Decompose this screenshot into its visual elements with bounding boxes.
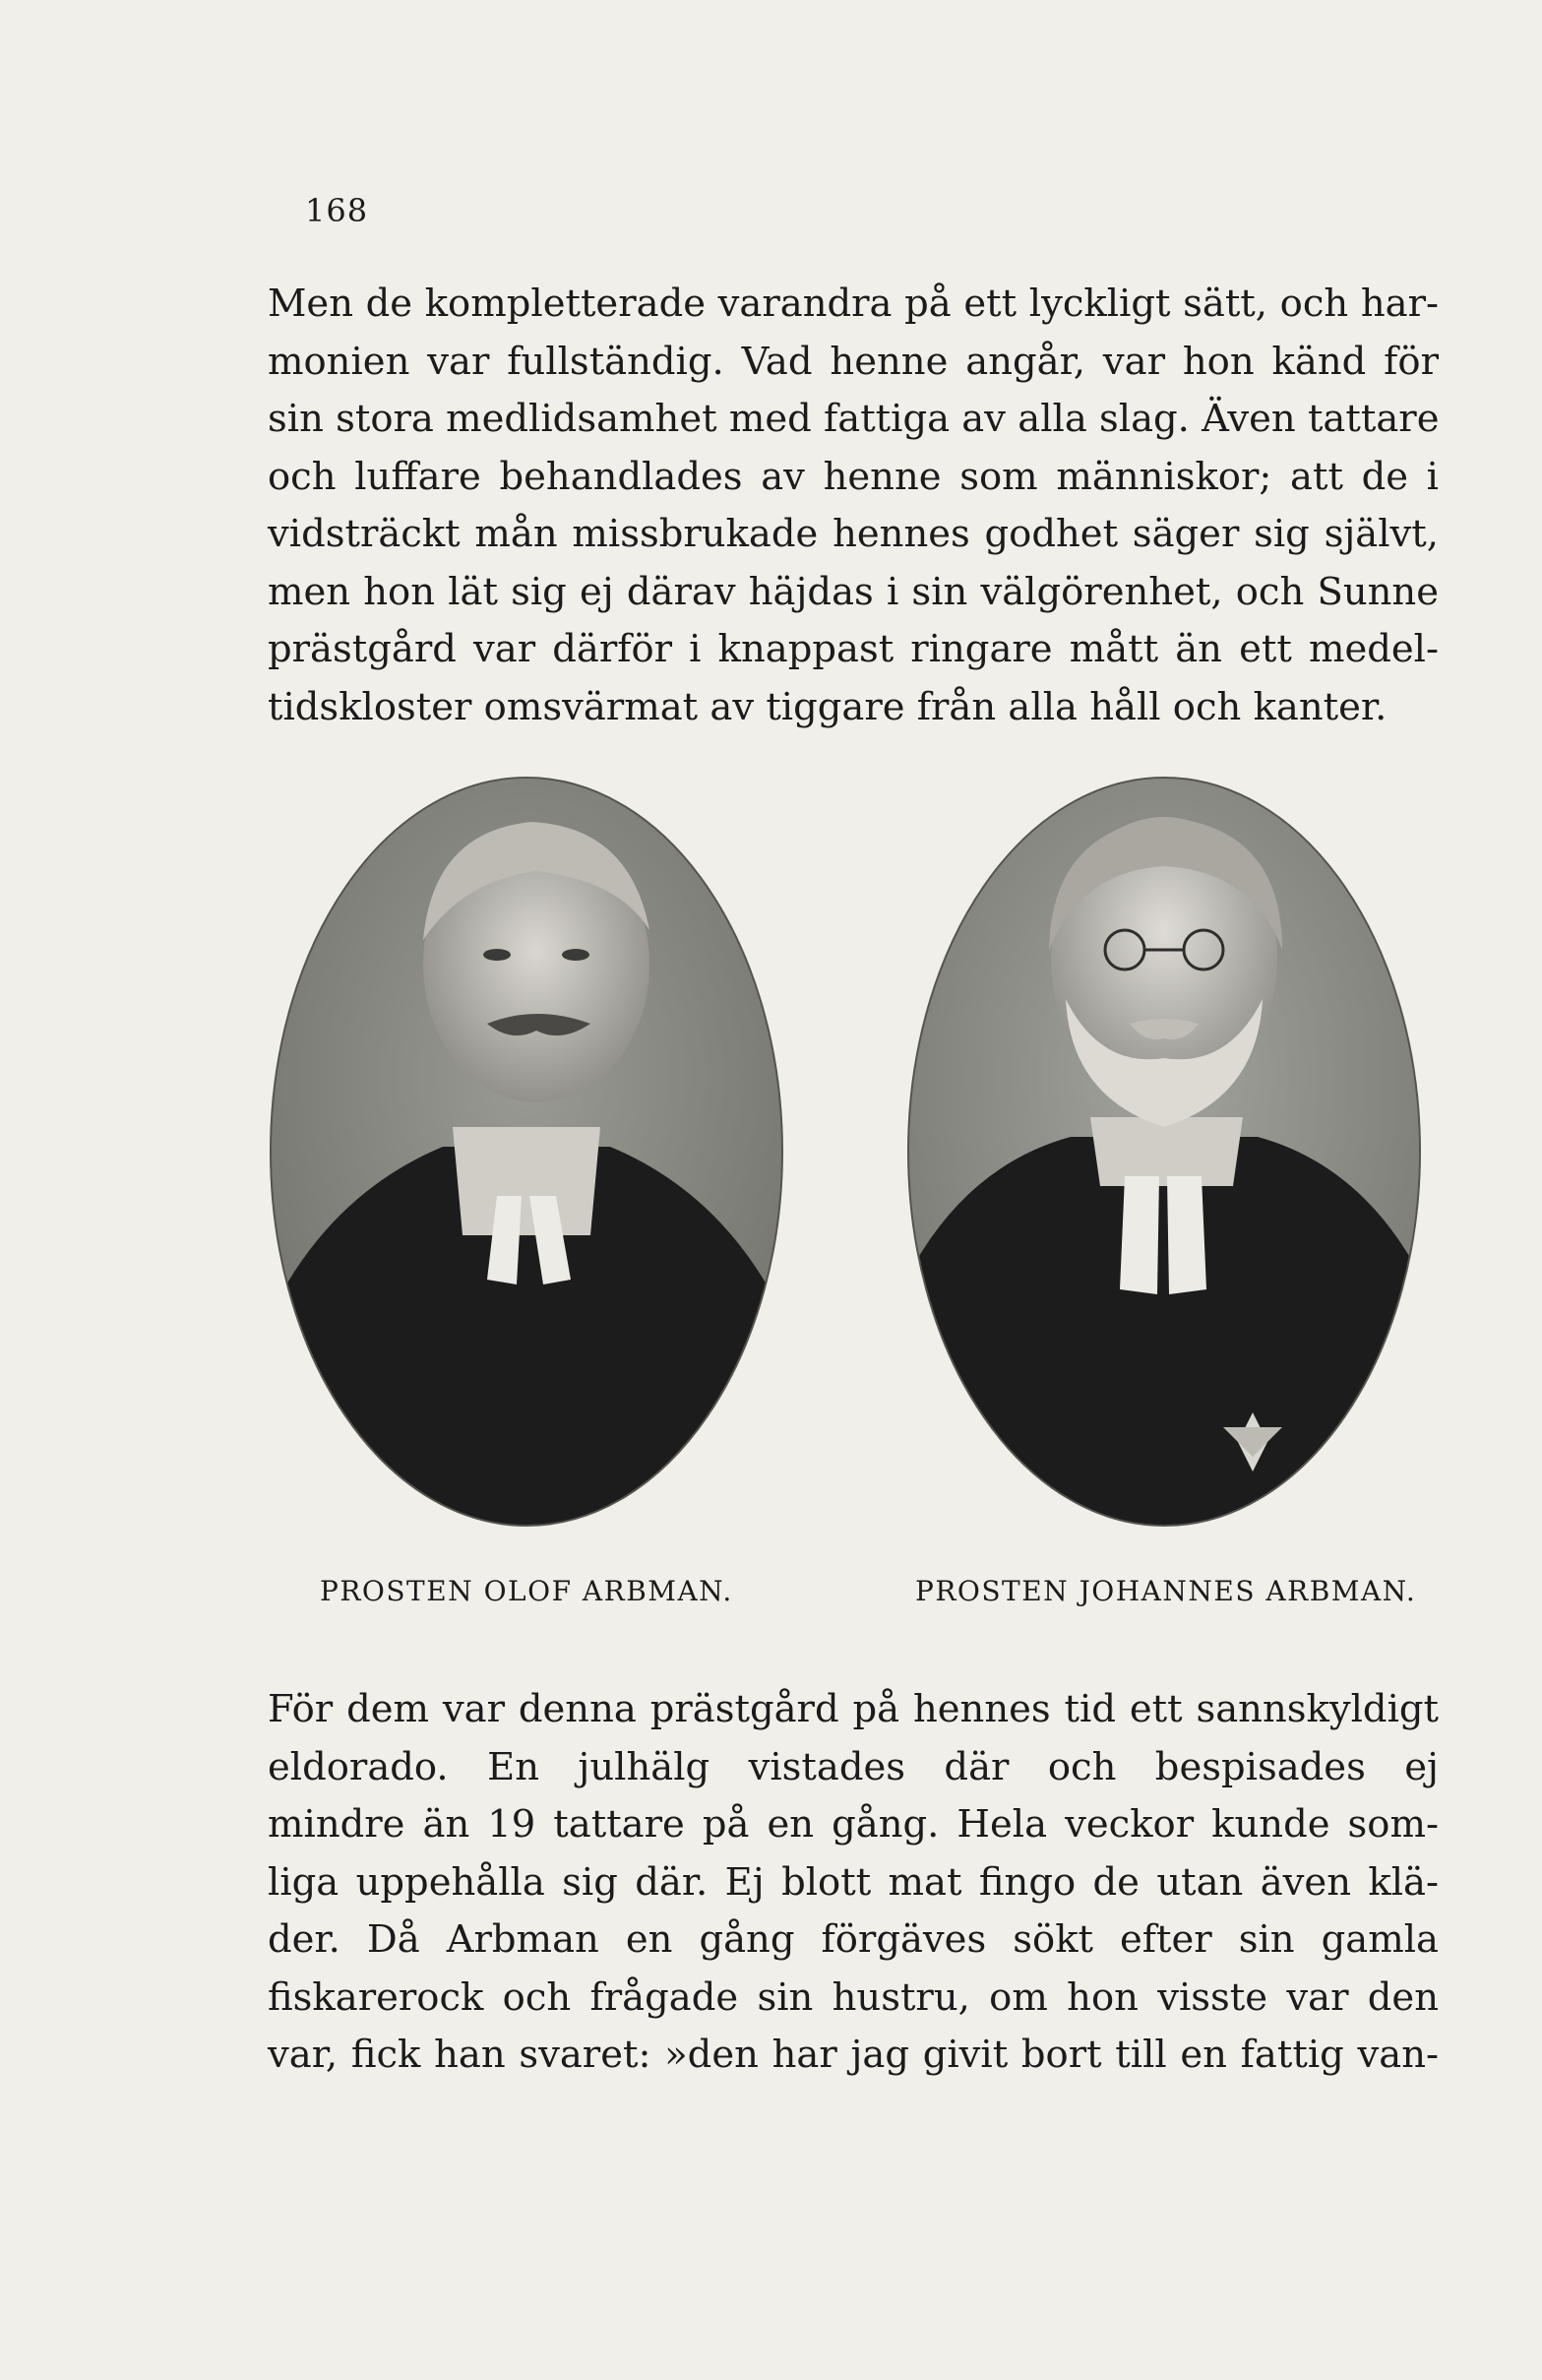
- text-line: prästgård var därför i knappast ringare mått än ett medel-: [268, 627, 1439, 671]
- text-line: vidsträckt mån missbrukade hennes godhet säger sig självt,: [268, 512, 1439, 556]
- text-line: liga uppehålla sig där. Ej blott mat fingo de utan även klä-: [268, 1859, 1439, 1905]
- text-line: För dem var denna prästgård på hennes tid ett sannskyldigt: [268, 1687, 1439, 1731]
- text-line: der. Då Arbman en gång förgäves sökt efter sin gamla: [268, 1917, 1439, 1962]
- text-line: sin stora medlidsamhet med fattiga av alla slag. Även tattare: [268, 397, 1440, 441]
- text-line: var, fick han svaret: »den har jag givit bort till en fattig van-: [268, 2033, 1439, 2077]
- text-line: eldorado. En julhälg vistades där och bespisades ej: [268, 1744, 1439, 1789]
- text-line: tidskloster omsvärmat av tiggare från alla håll och kanter.: [268, 684, 1388, 729]
- portrait-johannes-arbman: [903, 773, 1425, 1531]
- text-line: och luffare behandlades av henne som människor; att de i: [268, 454, 1439, 499]
- caption-johannes-arbman: PROSTEN JOHANNES ARBMAN.: [915, 1575, 1417, 1607]
- text-line: monien var fullständig. Vad henne angår, var hon känd för: [268, 339, 1439, 384]
- portrait-johannes-image: [903, 773, 1425, 1531]
- portrait-olof-arbman: [266, 773, 787, 1531]
- paragraph-2: [268, 1681, 1439, 2085]
- portrait-olof-image: [266, 773, 787, 1531]
- text-line: mindre än 19 tattare på en gång. Hela veckor kunde som-: [268, 1802, 1439, 1847]
- page-number: 168: [305, 192, 369, 229]
- caption-olof-arbman: PROSTEN OLOF ARBMAN.: [320, 1575, 733, 1607]
- text-line: fiskarerock och frågade sin hustru, om hon visste var den: [268, 1974, 1439, 2020]
- paragraph-1: [268, 276, 1439, 736]
- text-line: men hon lät sig ej därav häjdas i sin välgörenhet, och Sunne: [268, 569, 1439, 614]
- text-line: Men de kompletterade varandra på ett lyckligt sätt, och har-: [268, 282, 1439, 326]
